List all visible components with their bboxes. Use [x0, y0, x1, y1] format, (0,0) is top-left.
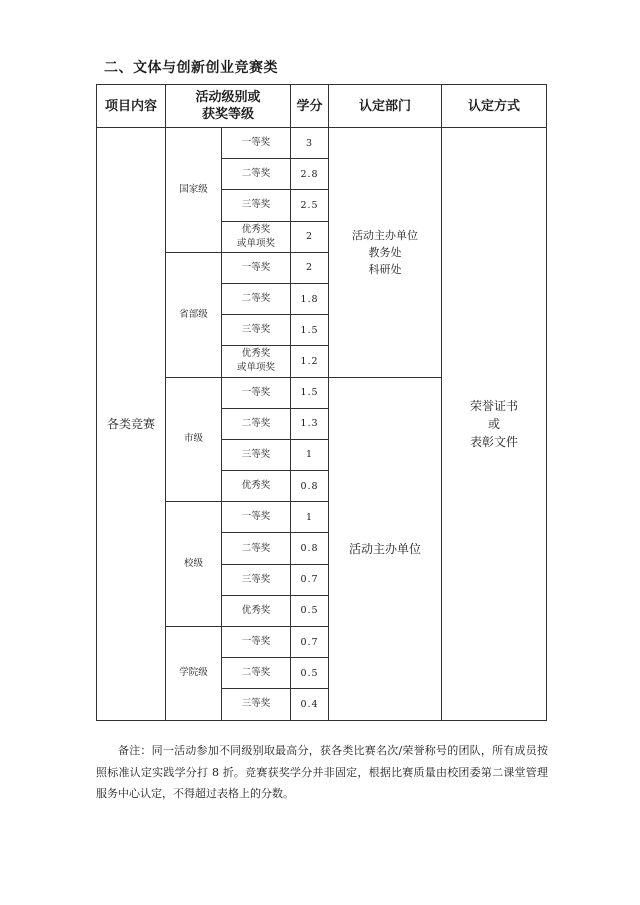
credit-cell: 1.2: [291, 346, 329, 377]
award-cell: [222, 471, 291, 502]
credit-cell: 1.5: [291, 315, 329, 346]
award-label: 二等奖: [241, 417, 271, 429]
award-label: 二等奖: [241, 542, 271, 554]
method-line: 荣誉证书: [470, 398, 519, 413]
credit-cell: 1.5: [291, 377, 329, 408]
credit-cell: 0.8: [291, 471, 329, 502]
credit-cell: 2: [291, 221, 329, 252]
award-cell: [222, 564, 291, 595]
award-label: 二等奖: [241, 168, 271, 180]
credit-cell: 1.3: [291, 408, 329, 439]
award-cell: [222, 190, 291, 221]
level-cell: 市级: [166, 377, 222, 502]
footnote: 备注：同一活动参加不同级别取最高分，获各类比赛名次/荣誉称号的团队，所有成员按照标准认定实践学分打 8 折。竞赛获奖学分并非固定，根据比赛质量由校团委第二课堂管理服务中心认定，不得超过表格上的分数。: [96, 744, 548, 800]
award-label: 一等奖: [241, 137, 271, 149]
credit-cell: 0.4: [291, 689, 329, 720]
level-cell: 校级: [166, 502, 222, 627]
award-label: 一等奖: [241, 386, 271, 398]
header-dept: 认定部门: [329, 85, 442, 128]
award-label: 优秀奖: [241, 604, 271, 616]
level-cell: 国家级: [166, 128, 222, 253]
method-cell: [442, 128, 547, 721]
credit-cell: 2.8: [291, 159, 329, 190]
credit-cell: 1: [291, 502, 329, 533]
credit-cell: 2: [291, 252, 329, 283]
award-label-line2: 或单项奖: [237, 362, 276, 374]
credit-cell: 0.8: [291, 533, 329, 564]
table-row: [97, 128, 547, 159]
award-cell: [222, 377, 291, 408]
award-label: 一等奖: [241, 636, 271, 648]
award-label-line2: 或单项奖: [237, 237, 276, 249]
credit-cell: 0.7: [291, 627, 329, 658]
credit-cell: 2.5: [291, 190, 329, 221]
award-cell: [222, 439, 291, 470]
award-label: 二等奖: [241, 667, 271, 679]
dept-line: 活动主办单位: [352, 228, 419, 242]
award-cell: [222, 595, 291, 626]
award-cell: [222, 315, 291, 346]
credit-cell: 0.7: [291, 564, 329, 595]
award-label: 三等奖: [241, 324, 271, 336]
award-label: 一等奖: [241, 511, 271, 523]
award-cell: [222, 159, 291, 190]
award-cell: [222, 346, 291, 377]
award-label: 三等奖: [241, 448, 271, 460]
level-cell: 省部级: [166, 252, 222, 377]
award-cell: [222, 627, 291, 658]
section-heading: 二、文体与创新创业竞赛类: [104, 60, 278, 76]
credit-cell: 0.5: [291, 658, 329, 689]
award-cell: [222, 252, 291, 283]
competition-credit-table: [96, 84, 547, 721]
method-line: 或: [488, 416, 501, 431]
level-cell: 学院级: [166, 627, 222, 721]
header-method: 认定方式: [442, 85, 547, 128]
header-level-line2: 获奖等级: [202, 107, 255, 122]
award-cell: [222, 408, 291, 439]
credit-cell: 3: [291, 128, 329, 159]
award-cell: [222, 502, 291, 533]
award-label: 二等奖: [241, 293, 271, 305]
award-label: 三等奖: [241, 199, 271, 211]
dept-line: 科研处: [368, 262, 402, 276]
header-item: 项目内容: [97, 85, 166, 128]
award-cell: [222, 221, 291, 252]
award-cell: [222, 128, 291, 159]
dept-cell-upper: [329, 128, 442, 378]
credit-cell: 1: [291, 439, 329, 470]
award-label: 三等奖: [241, 698, 271, 710]
award-cell: [222, 689, 291, 720]
header-level-line1: 活动级别或: [195, 90, 261, 105]
award-label: 优秀奖: [241, 223, 271, 235]
credit-cell: 1.8: [291, 283, 329, 314]
category-cell: 各类竞赛: [97, 128, 166, 721]
dept-cell-lower: 活动主办单位: [329, 377, 442, 720]
header-level: [166, 85, 291, 128]
award-label: 三等奖: [241, 573, 271, 585]
dept-line: 教务处: [368, 245, 402, 259]
award-label: 优秀奖: [241, 480, 271, 492]
credit-cell: 0.5: [291, 595, 329, 626]
award-label: 一等奖: [241, 261, 271, 273]
award-cell: [222, 283, 291, 314]
method-line: 表彰文件: [470, 434, 519, 449]
award-cell: [222, 658, 291, 689]
award-cell: [222, 533, 291, 564]
header-credit: 学分: [291, 85, 329, 128]
table-header-row: [97, 85, 547, 128]
award-label: 优秀奖: [241, 348, 271, 360]
